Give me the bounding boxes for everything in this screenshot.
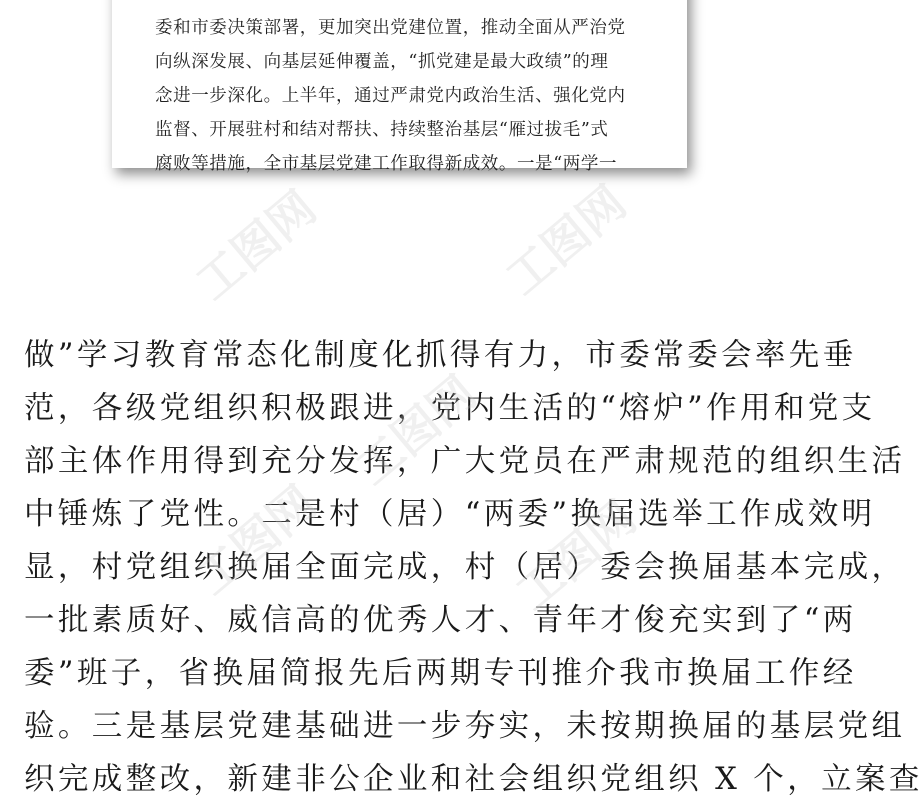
body-line: 织完成整改，新建非公企业和社会组织党组织 X 个，立案查 xyxy=(24,762,923,797)
body-line: 显，村党组织换届全面完成，村（居）委会换届基本完成， xyxy=(24,550,906,585)
body-line: 范，各级党组织积极跟进，党内生活的“熔炉”作用和党支 xyxy=(24,391,876,426)
card-line: 监督、开展驻村和结对帮扶、持续整治基层“雁过拔毛”式 xyxy=(155,120,609,140)
body-line: 验。三是基层党建基础进一步夯实，未按期换届的基层党组 xyxy=(24,709,906,744)
body-line: 中锤炼了党性。二是村（居）“两委”换届选举工作成效明 xyxy=(24,497,876,532)
card-line: 向纵深发展、向基层延伸覆盖，“抓党建是最大政绩”的理 xyxy=(155,52,609,72)
card-line: 念进一步深化。上半年，通过严肃党内政治生活、强化党内 xyxy=(155,86,626,106)
body-line: 部主体作用得到充分发挥，广大党员在严肃规范的组织生活 xyxy=(24,444,906,479)
body-line: 委”班子，省换届简报先后两期专刊推介我市换届工作经 xyxy=(24,656,857,691)
watermark-logo: 工图网 xyxy=(185,475,327,606)
card-line: 委和市委决策部署，更加突出党建位置，推动全面从严治党 xyxy=(155,18,626,38)
watermark-logo: 工图网 xyxy=(505,490,647,621)
watermark-logo: 工图网 xyxy=(185,180,327,311)
body-line: 做”学习教育常态化制度化抓得有力，市委常委会率先垂 xyxy=(24,338,857,373)
card-line: 腐败等措施，全市基层党建工作取得新成效。一是“两学一 xyxy=(155,154,618,174)
watermark-logo: 工图网 xyxy=(495,175,637,306)
quoted-text-card xyxy=(112,0,687,174)
watermark-logo: 工图网 xyxy=(345,365,487,496)
body-line: 一批素质好、威信高的优秀人才、青年才俊充实到了“两 xyxy=(24,603,857,638)
